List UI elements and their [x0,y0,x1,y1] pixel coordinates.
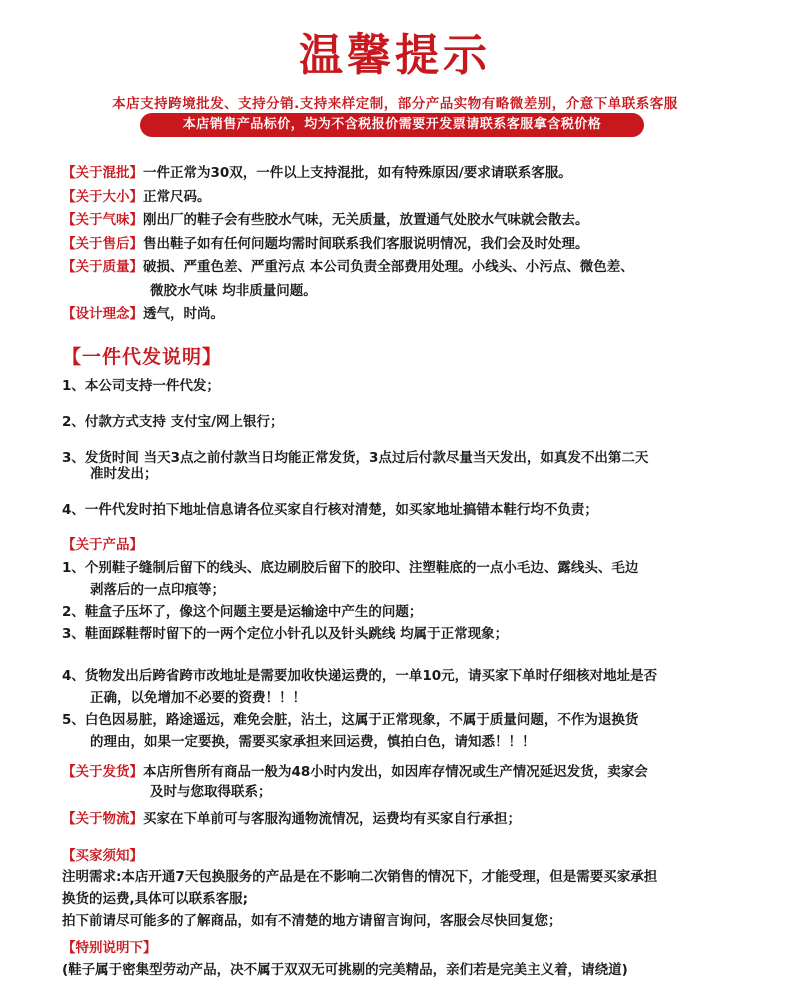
dropship-item-1: 1、本公司支持一件代发； [62,378,220,394]
info-section [62,162,634,325]
shipping-text: 本店所售所有商品一般为48小时内发出，如因库存情况或生产情况延迟发货，卖家会 [143,764,648,780]
product-item-4: 4、货物发出后跨省跨市改地址是需要加收快递运费的，一单10元，请买家下单时仔细核对地址是否 [62,668,658,684]
info-text: 一件正常为30双，一件以上支持混批，如有特殊原因/要求请联系客服。 [143,165,572,181]
info-text: 破损、严重色差、严重污点 本公司负责全部费用处理。小线头、小污点、微色差、 [143,259,634,275]
info-smell [62,209,634,231]
product-item-3: 3、鞋面踩鞋帮时留下的一两个定位小针孔以及针头跳线 均属于正常现象； [62,626,509,642]
shipping-tag: 【关于发货】 [62,764,143,780]
product-item-1: 1、个别鞋子缝制后留下的线头、底边刷胶后留下的胶印、注塑鞋底的一点小毛边、露线头、毛边 [62,560,639,576]
info-tag: 【关于气味】 [62,212,143,228]
info-tag: 【关于大小】 [62,188,143,205]
info-text: 正常尺码。 [143,188,211,205]
info-tag: 【关于质量】 [62,259,143,275]
dropship-item-3: 3、发货时间 当天3点之前付款当日均能正常发货，3点过后付款尽量当天发出，如真发不出第二天 [62,450,649,466]
logistics-text: 买家在下单前可与客服沟通物流情况，运费均有买家自行承担； [143,811,521,827]
dropship-item-3-cont: 准时发出； [90,466,158,482]
info-tag: 【关于售后】 [62,235,143,252]
dropship-item-2: 2、付款方式支持 支付宝/网上银行； [62,414,284,430]
info-quality [62,256,634,278]
buyer-line-1: 注明需求:本店开通7天包换服务的产品是在不影响二次销售的情况下，才能受理，但是需要买家承担 [62,869,658,885]
product-item-1-cont: 剥落后的一点印痕等； [90,582,225,598]
shipping-info [62,761,648,783]
logistics-tag: 【关于物流】 [62,811,143,827]
product-item-5-cont: 的理由，如果一定要换，需要买家承担来回运费，慎拍白色，请知悉！！！ [90,734,536,750]
tax-notice-banner: 本店销售产品标价，均为不含税报价需要开发票请联系客服拿含税价格 [140,113,644,137]
info-after-sales [62,233,634,255]
buyer-line-2: 换货的运费,具体可以联系客服; [62,891,249,907]
info-tag: 【关于混批】 [62,165,143,181]
info-text: 刚出厂的鞋子会有些胶水气味，无关质量，放置通气处胶水气味就会散去。 [143,212,589,228]
dropship-item-4: 4、一件代发时拍下地址信息请各位买家自行核对清楚，如买家地址搞错本鞋行均不负责； [62,502,598,518]
store-notice: 本店支持跨境批发、支持分销.支持来样定制，部分产品实物有略微差别，介意下单联系客服 [112,96,678,112]
special-heading: 【特别说明下】 [62,940,157,956]
buyer-heading: 【买家须知】 [62,848,143,864]
product-item-4-cont: 正确，以免增加不必要的资费！！！ [90,690,306,706]
product-item-2: 2、鞋盒子压坏了，像这个问题主要是运输途中产生的问题； [62,604,423,620]
dropship-heading: 【一件代发说明】 [62,346,223,368]
info-text: 透气，时尚。 [143,306,224,322]
buyer-line-3: 拍下前请尽可能多的了解商品，如有不清楚的地方请留言询问，客服会尽快回复您； [62,913,562,929]
info-mixed-batch [62,162,634,184]
logistics-info [62,808,521,830]
info-design [62,303,634,325]
info-quality-cont: 微胶水气味 均非质量问题。 [150,282,317,299]
product-item-5: 5、白色因易脏，路途遥远，难免会脏，沾土，这属于正常现象，不属于质量问题，不作为退换货 [62,712,639,728]
product-heading: 【关于产品】 [62,537,143,553]
info-tag: 【设计理念】 [62,306,143,322]
shipping-text-cont: 及时与您取得联系； [150,784,272,800]
page-title: 温馨提示 [299,30,491,81]
info-size [62,186,634,208]
special-text: (鞋子属于密集型劳动产品，决不属于双双无可挑剔的完美精品，亲们若是完美主义着，请绕道) [62,962,628,978]
info-text: 售出鞋子如有任何问题均需时间联系我们客服说明情况，我们会及时处理。 [143,235,589,252]
